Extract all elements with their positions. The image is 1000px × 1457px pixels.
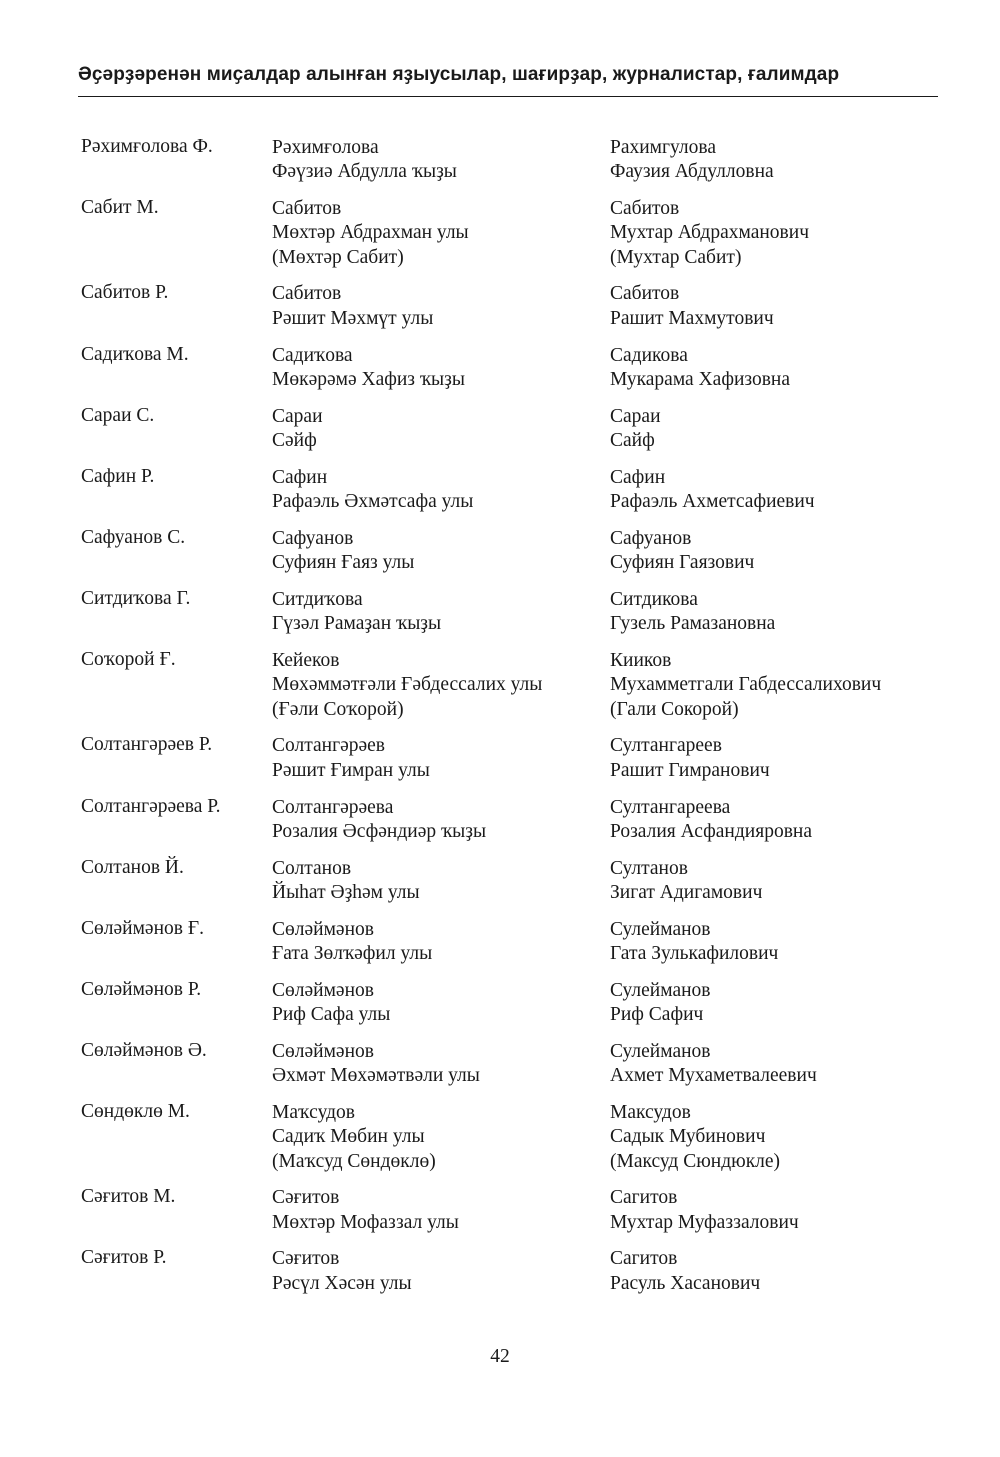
author-russian-name [610, 734, 970, 783]
russian-name-line: Сафуанов [610, 527, 692, 549]
bashkir-name-line: Рәшит Мәхмүт улы [272, 307, 434, 329]
author-entry [0, 588, 1000, 637]
header-rule [78, 96, 938, 97]
author-russian-name [610, 796, 970, 845]
bashkir-name-line: (Маҡсуд Сөндөклө) [272, 1150, 436, 1172]
russian-name-line: Сафин [610, 466, 666, 488]
author-entry [0, 979, 1000, 1028]
russian-name-line: Садикова [610, 344, 688, 366]
bashkir-name-line: Рафаэль Әхмәтсафа улы [272, 491, 474, 513]
bashkir-name-line: Мөхтәр Абдрахман улы [272, 222, 469, 244]
bashkir-name-line: Фәүзиә Абдулла ҡыҙы [272, 161, 457, 183]
author-short-name: Солтангәрәев Р. [81, 734, 213, 756]
russian-name-line: Мукарама Хафизовна [610, 368, 791, 390]
bashkir-name-line: Сәйф [272, 429, 317, 451]
author-russian-name [610, 979, 970, 1028]
bashkir-name-line: Йыһат Әҙһәм улы [272, 881, 420, 903]
author-entry [0, 1040, 1000, 1089]
bashkir-name-line: Әхмәт Мөхәмәтвәли улы [272, 1065, 480, 1087]
russian-name-line: Сагитов [610, 1187, 678, 1209]
author-bashkir-name [272, 1186, 602, 1235]
russian-name-line: Мухамметгали Габдессалихович [610, 674, 882, 696]
author-short-name: Сөләймәнов Р. [81, 978, 202, 1000]
author-bashkir-name [272, 857, 602, 906]
russian-name-line: Сабитов [610, 198, 680, 220]
author-short-name: Сөндөклө М. [81, 1101, 190, 1122]
author-entry [0, 734, 1000, 783]
author-short-name: Сәғитов М. [81, 1186, 176, 1208]
bashkir-name-line: Риф Сафа улы [272, 1004, 391, 1026]
russian-name-line: Суфиян Гаязович [610, 552, 755, 574]
author-bashkir-name [272, 405, 602, 454]
author-short-name: Сабит М. [81, 197, 159, 219]
bashkir-name-line: Мөхәммәтғәли Ғәбдессалих улы [272, 674, 543, 696]
author-short-name: Соҡорой Ғ. [81, 649, 176, 671]
author-short-name: Сараи С. [81, 404, 155, 426]
author-entry [0, 282, 1000, 331]
russian-name-line: Рашит Гимранович [610, 759, 770, 781]
author-bashkir-name [272, 796, 602, 845]
bashkir-name-line: Сафин [272, 466, 328, 488]
russian-name-line: Рафаэль Ахметсафиевич [610, 491, 815, 513]
author-bashkir-name [272, 649, 602, 722]
russian-name-line: Гата Зулькафилович [610, 943, 779, 965]
author-entry [0, 649, 1000, 722]
bashkir-name-line: Ситдиҡова [272, 588, 363, 610]
russian-name-line: Рахимгулова [610, 137, 717, 158]
author-entry [0, 405, 1000, 454]
author-russian-name [610, 1101, 970, 1174]
russian-name-line: Рашит Махмутович [610, 307, 774, 329]
bashkir-name-line: Солтангәрәева [272, 796, 394, 818]
bashkir-name-line: Ғата Зөлҡәфил улы [272, 943, 433, 965]
bashkir-name-line: Сабитов [272, 198, 342, 220]
author-entry [0, 344, 1000, 393]
bashkir-name-line: Рәхимғолова [272, 137, 379, 158]
author-short-name: Солтангәрәева Р. [81, 795, 221, 817]
author-russian-name [610, 588, 970, 637]
bashkir-name-line: Розалия Әсфәндиәр ҡыҙы [272, 820, 487, 842]
bashkir-name-line: Сәғитов [272, 1187, 340, 1209]
bashkir-name-line: Солтанов [272, 857, 352, 879]
bashkir-name-line: Сараи [272, 405, 323, 427]
russian-name-line: Сагитов [610, 1248, 678, 1270]
author-list [0, 136, 1000, 1309]
author-bashkir-name [272, 734, 602, 783]
russian-name-line: Садык Мубинович [610, 1126, 766, 1148]
author-entry [0, 136, 1000, 185]
bashkir-name-line: Садиҡ Мөбин улы [272, 1126, 425, 1148]
author-russian-name [610, 405, 970, 454]
russian-name-line: Сайф [610, 429, 655, 451]
bashkir-name-line: Рәшит Ғимран улы [272, 759, 430, 781]
russian-name-line: Сулейманов [610, 979, 711, 1001]
author-short-name: Сөләймәнов Ә. [81, 1039, 207, 1061]
russian-name-line: Фаузия Абдулловна [610, 161, 774, 183]
author-short-name: Садиҡова М. [81, 343, 189, 365]
author-bashkir-name [272, 1040, 602, 1089]
russian-name-line: Сабитов [610, 283, 680, 305]
author-russian-name [610, 857, 970, 906]
russian-name-line: (Мухтар Сабит) [610, 246, 742, 268]
author-bashkir-name [272, 136, 602, 185]
bashkir-name-line: Рәсүл Хәсән улы [272, 1272, 412, 1294]
author-entry [0, 1186, 1000, 1235]
author-short-name: Сөләймәнов Ғ. [81, 917, 204, 939]
author-bashkir-name [272, 282, 602, 331]
russian-name-line: Мухтар Абдрахманович [610, 222, 810, 244]
bashkir-name-line: Сөләймәнов [272, 918, 374, 940]
author-bashkir-name [272, 344, 602, 393]
russian-name-line: Мухтар Муфаззалович [610, 1211, 799, 1233]
author-entry [0, 527, 1000, 576]
author-short-name: Сафуанов С. [81, 526, 186, 548]
author-entry [0, 1101, 1000, 1174]
russian-name-line: Сулейманов [610, 1040, 711, 1062]
author-bashkir-name [272, 197, 602, 270]
russian-name-line: Риф Сафич [610, 1004, 704, 1026]
russian-name-line: Ахмет Мухаметвалеевич [610, 1065, 817, 1087]
author-russian-name [610, 527, 970, 576]
author-bashkir-name [272, 466, 602, 515]
russian-name-line: Розалия Асфандияровна [610, 820, 812, 842]
bashkir-name-line: Суфиян Ғаяз улы [272, 552, 415, 574]
russian-name-line: Расуль Хасанович [610, 1272, 761, 1294]
author-entry [0, 857, 1000, 906]
author-bashkir-name [272, 588, 602, 637]
bashkir-name-line: Сафуанов [272, 527, 354, 549]
author-short-name: Сафин Р. [81, 465, 155, 487]
bashkir-name-line: Сәғитов [272, 1248, 340, 1270]
bashkir-name-line: Мөкәрәмә Хафиз ҡыҙы [272, 368, 465, 390]
author-bashkir-name [272, 1101, 602, 1174]
bashkir-name-line: Садиҡова [272, 344, 353, 366]
russian-name-line: Сулейманов [610, 918, 711, 940]
russian-name-line: Кииков [610, 650, 672, 672]
russian-name-line: Максудов [610, 1102, 691, 1123]
russian-name-line: Сараи [610, 405, 661, 427]
author-entry [0, 197, 1000, 270]
author-bashkir-name [272, 918, 602, 967]
bashkir-name-line: Сөләймәнов [272, 979, 374, 1001]
bashkir-name-line: Маҡсудов [272, 1102, 355, 1123]
bashkir-name-line: Сабитов [272, 283, 342, 305]
author-russian-name [610, 136, 970, 185]
bashkir-name-line: Солтангәрәев [272, 735, 386, 757]
russian-name-line: Султангареева [610, 796, 731, 818]
author-entry [0, 796, 1000, 845]
bashkir-name-line: Мөхтәр Мофаззал улы [272, 1211, 459, 1233]
author-short-name: Ситдиҡова Г. [81, 587, 191, 609]
author-russian-name [610, 197, 970, 270]
russian-name-line: Гузель Рамазановна [610, 613, 776, 635]
author-short-name: Сабитов Р. [81, 282, 169, 304]
author-entry [0, 466, 1000, 515]
bashkir-name-line: Сөләймәнов [272, 1040, 374, 1062]
author-russian-name [610, 344, 970, 393]
bashkir-name-line: Гүзәл Рамаҙан ҡыҙы [272, 613, 442, 635]
author-bashkir-name [272, 979, 602, 1028]
author-russian-name [610, 466, 970, 515]
russian-name-line: Султанов [610, 857, 688, 879]
author-russian-name [610, 282, 970, 331]
author-russian-name [610, 1247, 970, 1296]
russian-name-line: Зигат Адигамович [610, 881, 763, 903]
russian-name-line: Ситдикова [610, 588, 698, 610]
bashkir-name-line: (Мөхтәр Сабит) [272, 246, 404, 268]
bashkir-name-line: Кейеков [272, 650, 340, 672]
author-russian-name [610, 1186, 970, 1235]
author-entry [0, 918, 1000, 967]
author-short-name: Солтанов Й. [81, 856, 184, 878]
author-short-name: Сәғитов Р. [81, 1247, 167, 1269]
russian-name-line: (Максуд Сюндюкле) [610, 1150, 781, 1172]
author-entry [0, 1247, 1000, 1296]
bashkir-name-line: (Ғәли Соҡорой) [272, 698, 404, 720]
author-russian-name [610, 918, 970, 967]
author-russian-name [610, 1040, 970, 1089]
russian-name-line: Султангареев [610, 735, 722, 757]
russian-name-line: (Гали Сокорой) [610, 698, 739, 720]
author-bashkir-name [272, 527, 602, 576]
author-bashkir-name [272, 1247, 602, 1296]
author-russian-name [610, 649, 970, 722]
author-short-name: Рәхимғолова Ф. [81, 136, 213, 157]
running-header: Әҫәрҙәренән миҫалдар алынған яҙыусылар, шағирҙар, журналистар, ғалимдар [78, 64, 840, 85]
page-number: 42 [490, 1346, 510, 1367]
